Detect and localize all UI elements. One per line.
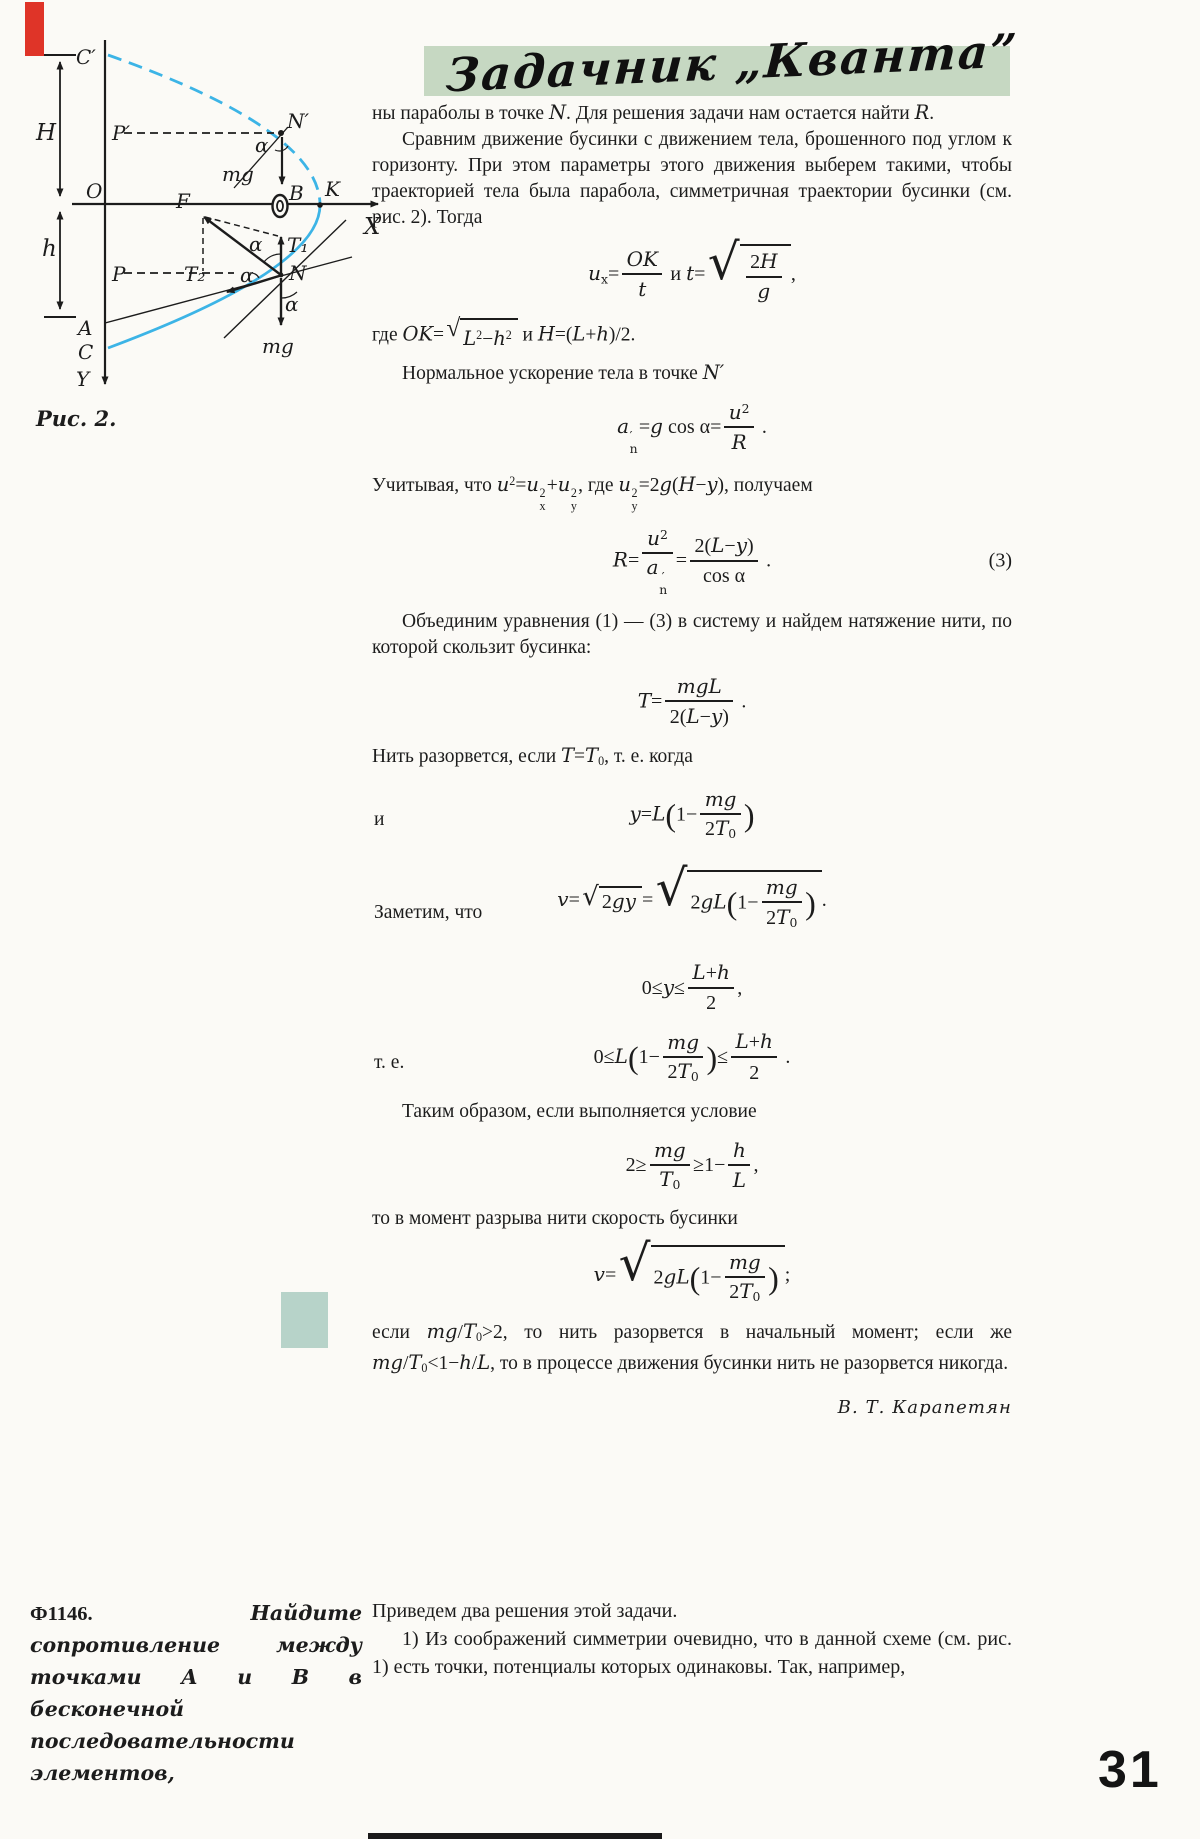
formula-y-break bbox=[372, 787, 1012, 843]
fig-label-C: C bbox=[78, 340, 94, 364]
formula-left-label-ie: т. е. bbox=[374, 1051, 405, 1073]
problem-column bbox=[30, 1598, 362, 1790]
formula-left-label-note: Заметим, что bbox=[374, 902, 483, 924]
figure-2-diagram bbox=[28, 28, 393, 428]
fig-label-O: O bbox=[86, 179, 103, 203]
formula-condition bbox=[372, 1138, 1012, 1193]
fig-label-P: P bbox=[112, 262, 126, 286]
formula-ux-and-t bbox=[372, 233, 1012, 305]
paragraph-considering: Учитывая, что $u^2=u$ 2 x +u 2 y , где u 2 y =2g(H−y), получаем bbox=[372, 472, 813, 513]
section-header-band bbox=[424, 23, 1020, 103]
figure-caption: Рис. 2. bbox=[36, 406, 117, 431]
solution-column bbox=[372, 1597, 1012, 1681]
formula-an bbox=[372, 400, 1012, 455]
fig-label-alpha-top: α bbox=[255, 133, 269, 157]
fig-label-alpha-n: α bbox=[285, 292, 299, 316]
math-expression: T= $\frac{\text{mgL}}{2(L-y)}$ . bbox=[637, 674, 747, 728]
fig-label-T2: T₂ bbox=[184, 262, 206, 286]
figure-construction-lines bbox=[105, 127, 352, 338]
fig-label-c-prime: C′ bbox=[76, 45, 96, 69]
fig-label-K: K bbox=[325, 177, 340, 201]
author-name: В. Т. Карапетян bbox=[837, 1397, 1012, 1419]
equation-number: (3) bbox=[988, 549, 1012, 572]
math-expression: $u_x=$ $\frac{OK}{t}$ и t= √ $\frac{2H}{g}$ , bbox=[588, 233, 796, 304]
bead-symbol bbox=[273, 195, 288, 217]
paragraph-at-break-moment: то в момент разрыва нити скорость бусинки bbox=[372, 1208, 738, 1230]
fig-label-n-prime: N′ bbox=[287, 109, 310, 133]
page-number: 31 bbox=[1098, 1741, 1162, 1799]
formula-y-range bbox=[372, 960, 1012, 1017]
fig-label-F: F bbox=[176, 189, 190, 213]
problem-f1146-text: Ф1146. Найдите сопротивление между точками А и В в бесконечной последовательности элементов, bbox=[30, 1601, 362, 1785]
paragraph-comparison: Сравним движение бусинки с движением тела, брошенного под углом к горизонту. При этом параметры этого движения выберем такими, чтобы траекторией тела была парабола, симметричная траектории бусинки (см. рис. 2). Тогда bbox=[372, 129, 1012, 228]
fig-label-X: X bbox=[364, 214, 381, 240]
fig-label-N: N bbox=[289, 261, 307, 285]
paragraph-normal-acceleration: Нормальное ускорение тела в точке N′ bbox=[402, 360, 725, 384]
math-expression: 2≥ $\frac{mg}{T_0}$ ≥1− $\frac{h}{L}$ , bbox=[625, 1137, 759, 1193]
fig-label-mg-bottom: mg bbox=[262, 334, 294, 358]
solution-intro: Приведем два решения этой задачи. bbox=[372, 1600, 678, 1622]
formula-left-label-and: и bbox=[374, 808, 385, 830]
paragraph-conclusion: если $mg/T_0>2$, то нить разорвется в начальный момент; если же $mg/T_0<1-h/L$, то в процессе движения бусинки нить не разорвется никогда. bbox=[372, 1320, 1012, 1376]
fig-label-alpha-t2: α bbox=[240, 263, 254, 287]
paragraph-thus: Таким образом, если выполняется условие bbox=[402, 1100, 757, 1122]
math-expression: a ′ n =g cos α= $\frac{u^2}{R}$ . bbox=[617, 399, 767, 456]
paragraph-combine-equations: Объединим уравнения (1) — (3) в систему и найдем натяжение нити, по которой скользит бусинка: bbox=[372, 611, 1012, 659]
math-expression: 0≤y≤ $\frac{L+h}{2}$ , bbox=[641, 959, 743, 1015]
formula-condition-range bbox=[372, 1029, 1012, 1086]
fig-label-alpha-t1: α bbox=[249, 232, 263, 256]
fig-label-h: h bbox=[42, 236, 57, 262]
paragraph-where-ok: где OK= √ $L^2-h^2$ и H=(L+h)/2. bbox=[372, 318, 1012, 354]
fig-label-mg-top: mg bbox=[222, 162, 254, 186]
main-text-column bbox=[372, 100, 1012, 1421]
solution-symmetry: 1) Из соображений симметрии очевидно, что в данной схеме (см. рис. 1) есть точки, потенциалы которых одинаковы. Так, например, bbox=[372, 1628, 1012, 1678]
section-title: Задачник „Кванта” bbox=[444, 23, 1020, 103]
math-expression: 0≤L(1− $\frac{mg}{2T_0}$ )≤ $\frac{L+h}{2}$ . bbox=[593, 1029, 791, 1085]
math-expression: R= $u^2$ a ′ n = $\frac{2(L-y)}{\text{cos α}}$ . bbox=[612, 525, 772, 598]
figure-axes bbox=[72, 40, 378, 384]
formula-radius bbox=[372, 526, 1012, 596]
formula-tension bbox=[372, 674, 1012, 730]
fig-label-T1: T₁ bbox=[287, 233, 309, 257]
formula-final-velocity bbox=[372, 1234, 1012, 1306]
math-expression: v= √ 2gy = √ 2gL(1− $\frac{mg}{2T_0}$ ) . bbox=[557, 859, 827, 930]
fig-label-H: H bbox=[36, 120, 57, 146]
fig-label-Y: Y bbox=[76, 367, 90, 391]
math-expression: v= √ 2gL(1− $\frac{mg}{2T_0}$ ) ; bbox=[593, 1234, 791, 1305]
paragraph-thread-breaks: Нить разорвется, если $T=T_0$, т. е. когда bbox=[372, 743, 693, 768]
scan-edge-artifact bbox=[368, 1833, 662, 1839]
fig-label-p-prime: P′ bbox=[112, 121, 130, 145]
math-expression: y=L(1− $\frac{mg}{2T_0}$ ) bbox=[629, 786, 755, 842]
paragraph-continuation: ны параболы в точке N. Для решения задачи нам остается найти R. bbox=[372, 101, 935, 124]
formula-velocity-note bbox=[372, 859, 1012, 931]
fig-label-B: B bbox=[289, 181, 304, 205]
teal-square-mark bbox=[281, 1292, 328, 1348]
figure-dimension-lines bbox=[44, 55, 76, 317]
fig-label-A: A bbox=[78, 316, 93, 340]
